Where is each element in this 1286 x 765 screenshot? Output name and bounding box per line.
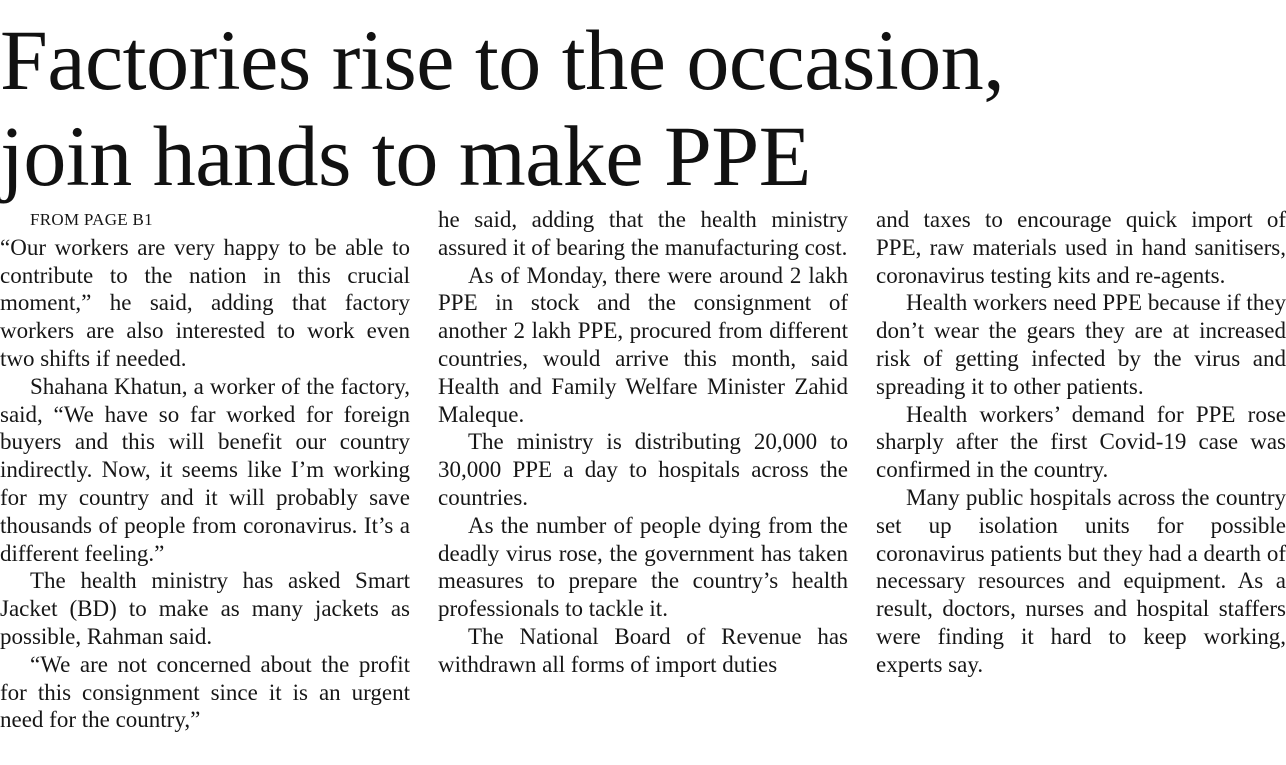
- article-column-3: [876, 206, 1286, 679]
- paragraph: “Our workers are very happy to be able to contribute to the nation in this crucial moment,” he said, adding that factory workers are also interested to work even two shifts if needed.: [0, 234, 410, 371]
- paragraph: The health ministry has asked Smart Jacket (BD) to make as many jackets as possible, Rahman said.: [0, 568, 410, 649]
- headline-line-2: join hands to make PPE: [0, 108, 811, 204]
- paragraph: he said, adding that the health ministry assured it of bearing the manufacturing cost.: [438, 207, 848, 260]
- paragraph: Health workers’ demand for PPE rose sharply after the first Covid-19 case was confirmed in the country.: [876, 401, 1286, 483]
- article-column-1: [0, 206, 410, 734]
- paragraph: Health workers need PPE because if they don’t wear the gears they are at increased risk of getting infected by the virus and spreading it to other patients.: [876, 290, 1286, 399]
- paragraph: and taxes to encourage quick import of PPE, raw materials used in hand sanitisers, coronavirus testing kits and re-agents.: [876, 207, 1286, 288]
- paragraph: The National Board of Revenue has withdrawn all forms of import duties: [438, 623, 848, 677]
- article-column-2: [438, 206, 848, 679]
- paragraph: Shahana Khatun, a worker of the factory, said, “We have so far worked for foreign buyers and this will benefit our country indirectly. Now, it seems like I’m working for my country and it will probably save thousands of people from coronavirus. It’s a different feeling.”: [0, 373, 410, 566]
- paragraph: Many public hospitals across the country set up isolation units for possible coronavirus patients but they had a dearth of necessary resources and equipment. As a result, doctors, nurses and hospital staffers were finding it hard to keep working, experts say.: [876, 484, 1286, 677]
- continued-from-label: FROM PAGE B1: [30, 210, 153, 229]
- paragraph: As of Monday, there were around 2 lakh PPE in stock and the consignment of another 2 lakh PPE, procured from different countries, would arrive this month, said Health and Family Welfare Minister Zahid Maleque.: [438, 262, 848, 427]
- headline: [0, 12, 1286, 204]
- paragraph: “We are not concerned about the profit for this consignment since it is an urgent need for the country,”: [0, 651, 410, 733]
- headline-line-1: Factories rise to the occasion,: [0, 12, 1005, 108]
- paragraph: As the number of people dying from the deadly virus rose, the government has taken measures to prepare the country’s health professionals to tackle it.: [438, 512, 848, 622]
- paragraph: The ministry is distributing 20,000 to 30,000 PPE a day to hospitals across the countries.: [438, 429, 848, 510]
